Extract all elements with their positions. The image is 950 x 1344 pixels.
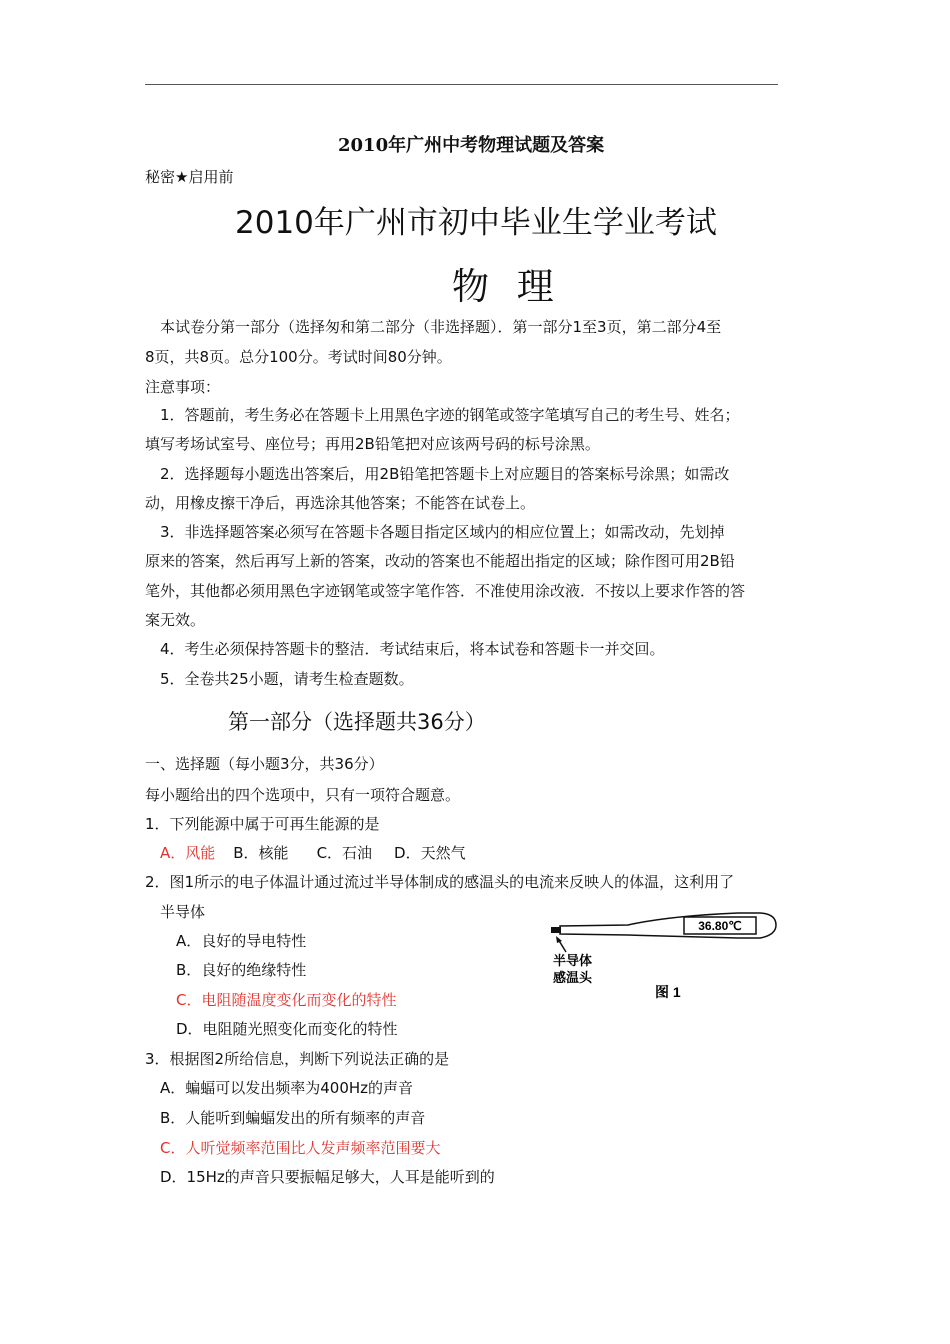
q1-stem: 1．下列能源中属于可再生能源的是 (145, 815, 380, 833)
q2-option-b: B．良好的绝缘特性 (176, 961, 307, 979)
note-3-line-1: 3．非选择题答案必须写在答题卡各题目指定区域内的相应位置上；如需改动，先划掉 (160, 523, 725, 541)
q3-option-b: B．人能听到蝙蝠发出的所有频率的声音 (160, 1109, 426, 1127)
q3-option-c: C．人听觉频率范围比人发声频率范围要大 (160, 1139, 441, 1157)
intro-line-2: 8页，共8页。总分100分。考试时间80分钟。 (145, 348, 452, 366)
note-3-line-3: 笔外，其他都必须用黑色字迹钢笔或签字笔作答．不准使用涂改液．不按以上要求作答的答 (145, 582, 746, 600)
q2-stem-line-2: 半导体 (160, 903, 206, 921)
note-3-line-4: 案无效。 (145, 611, 206, 629)
figure-label-1: 半导体 (553, 953, 593, 968)
secret-label: 秘密★启用前 (145, 168, 234, 186)
figure-label-2: 感温头 (553, 970, 593, 985)
note-2-line-1: 2．选择题每小题选出答案后，用2B铅笔把答题卡上对应题目的答案标号涂黑；如需改 (160, 465, 730, 483)
q3-option-a: A．蝙蝠可以发出频率为400Hz的声音 (160, 1079, 414, 1097)
note-1-line-1: 1．答题前，考生务必在答题卡上用黑色字迹的钢笔或签字笔填写自己的考生号、姓名； (160, 406, 740, 424)
part1-sub-1: 一、选择题（每小题3分，共36分） (145, 755, 384, 773)
q2-option-a: A．良好的导电特性 (176, 932, 307, 950)
figure-caption: 图 1 (655, 984, 681, 1000)
q2-stem-line-1: 2．图1所示的电子体温计通过流过半导体制成的感温头的电流来反映人的体温，这利用了 (145, 873, 735, 891)
subject-title: 物 理 (452, 265, 562, 308)
intro-line-1: 本试卷分第一部分（选择匆和第二部分（非选择题）．第一部分1至3页，第二部分4至 (160, 318, 722, 336)
note-4: 4．考生必须保持答题卡的整洁．考试结束后，将本试卷和答题卡一并交回。 (160, 640, 665, 658)
sensor-tip (551, 927, 561, 933)
q1-option-b: B．核能 (233, 844, 289, 862)
part1-sub-2: 每小题给出的四个选项中，只有一项符合题意。 (145, 786, 461, 804)
note-3-line-2: 原来的答案，然后再写上新的答案，改动的答案也不能超出指定的区域；除作图可用2B铅 (145, 552, 735, 570)
q1-option-a: A．风能 (160, 844, 216, 862)
arrow-head (556, 936, 562, 943)
part1-heading: 第一部分（选择题共36分） (228, 710, 486, 734)
doc-title: 2010年广州中考物理试题及答案 (338, 135, 605, 156)
note-1-line-2: 填写考场试室号、座位号；再用2B铅笔把对应该两号码的标号涂黑。 (145, 435, 600, 453)
exam-title: 2010年广州市初中毕业生学业考试 (235, 205, 717, 241)
header-rule (145, 84, 778, 85)
q1-option-d: D．天然气 (394, 844, 466, 862)
q2-option-c: C．电阻随温度变化而变化的特性 (176, 991, 397, 1009)
q1-option-c: C．石油 (316, 844, 373, 862)
q1-options (160, 843, 466, 863)
note-5: 5．全卷共25小题，请考生检查题数。 (160, 670, 414, 688)
q3-option-d: D．15Hz的声音只要振幅足够大，人耳是能听到的 (160, 1168, 495, 1186)
figure-1-thermometer (548, 908, 783, 1003)
display-reading: 36.80℃ (698, 919, 742, 933)
q2-option-d: D．电阻随光照变化而变化的特性 (176, 1020, 398, 1038)
q3-stem: 3．根据图2所给信息，判断下列说法正确的是 (145, 1050, 450, 1068)
thermometer-illustration (548, 908, 783, 1003)
notes-heading: 注意事项： (145, 378, 221, 396)
note-2-line-2: 动，用橡皮擦干净后，再选涂其他答案；不能答在试卷上。 (145, 494, 536, 512)
